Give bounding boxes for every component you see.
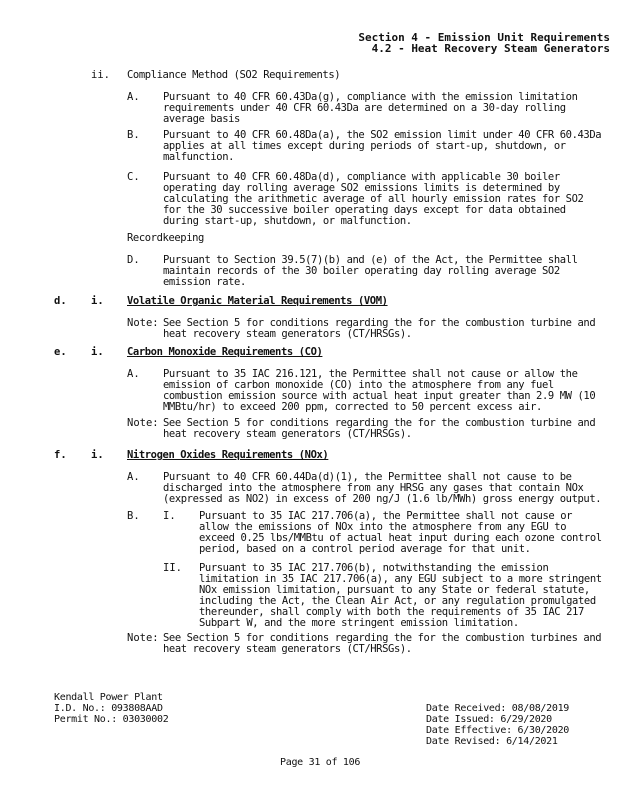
footer-date-effective: Date Effective: 6/30/2020 [426, 725, 570, 736]
nox-requirements-heading: Nitrogen Oxides Requirements (NOx) [127, 449, 329, 461]
item-label-B: B. [127, 129, 140, 141]
item-label-f-B-II: II. [163, 562, 182, 574]
section-letter-d: d. [54, 295, 67, 307]
footer-facility-id: I.D. No.: 093808AAD [54, 703, 163, 714]
compliance-paragraph-B: Pursuant to 40 CFR 60.48Da(a), the SO2 emission limit under 40 CFR 60.43Da applies at all times except during periods of start-up, shutdown, or malfunction. [163, 129, 602, 163]
section-f-number: i. [91, 449, 104, 461]
item-label-C: C. [127, 171, 140, 183]
page-number: Page 31 of 106 [280, 757, 361, 768]
header-section-title: Section 4 - Emission Unit Requirements [358, 31, 610, 44]
nox-paragraph-A: Pursuant to 40 CFR 60.44Da(d)(1), the Permittee shall not cause to be discharged into the atmosphere from any HRSG any gases that contain NOx (expressed as NO2) in excess of 200 ng/J (1.6 lb/MWh) gross energy output. [163, 471, 602, 505]
section-e-number: i. [91, 346, 104, 358]
nox-paragraph-B-I: Pursuant to 35 IAC 217.706(a), the Permittee shall not cause or allow the emissions of NOx into the atmosphere from any EGU to exceed 0.25 lbs/MMBtu of actual heat input during each ozone control period, based on a control period average for that unit. [199, 510, 602, 555]
footer-permit-number: Permit No.: 03030002 [54, 714, 169, 725]
recordkeeping-heading: Recordkeeping [127, 232, 204, 244]
co-requirements-heading: Carbon Monoxide Requirements (CO) [127, 346, 323, 358]
item-label-f-B-I: I. [163, 510, 176, 522]
note-label-d: Note: [127, 317, 159, 329]
section-d-number: i. [91, 295, 104, 307]
compliance-paragraph-C: Pursuant to 40 CFR 60.48Da(d), compliance with applicable 30 boiler operating day rolling average SO2 emissions limits is determined by calculating the arithmetic average of all hourly emission rates for SO2 for the 30 successive boiler operating days except for data obtained during start-up, shutdown, or malfunction. [163, 171, 584, 227]
note-text-e: See Section 5 for conditions regarding the for the combustion turbine and heat recovery steam generators (CT/HRSGs). [163, 417, 596, 440]
section-letter-f: f. [54, 449, 67, 461]
footer-facility-name: Kendall Power Plant [54, 692, 163, 703]
recordkeeping-paragraph-D: Pursuant to Section 39.5(7)(b) and (e) of the Act, the Permittee shall maintain records of the 30 boiler operating day rolling average SO2 emission rate. [163, 254, 578, 288]
item-label-D: D. [127, 254, 140, 266]
item-label-f-B: B. [127, 510, 140, 522]
item-label-f-A: A. [127, 471, 140, 483]
footer-date-revised: Date Revised: 6/14/2021 [426, 736, 558, 747]
header-subsection-title: 4.2 - Heat Recovery Steam Generators [371, 42, 610, 55]
note-label-e: Note: [127, 417, 159, 429]
compliance-paragraph-A: Pursuant to 40 CFR 60.43Da(g), compliance with the emission limitation requirements under 40 CFR 60.43Da are determined on a 30-day rolling average basis [163, 91, 578, 125]
page-header [358, 32, 610, 54]
note-label-f: Note: [127, 632, 159, 644]
item-label-e-A: A. [127, 368, 140, 380]
nox-paragraph-B-II: Pursuant to 35 IAC 217.706(b), notwithstanding the emission limitation in 35 IAC 217.706(a), any EGU subject to a more stringent NOx emission limitation, pursuant to any State or federal statute, including the Act, the Clean Air Act, or any regulation promulgated thereunder, shall comply with both the requirements of 35 IAC 217 Subpart W, and the more stringent emission limitation. [199, 562, 602, 629]
section-letter-e: e. [54, 346, 67, 358]
item-label-A: A. [127, 91, 140, 103]
note-text-d: See Section 5 for conditions regarding the for the combustion turbine and heat recovery steam generators (CT/HRSGs). [163, 317, 596, 340]
co-paragraph-A: Pursuant to 35 IAC 216.121, the Permittee shall not cause or allow the emission of carbon monoxide (CO) into the atmosphere from any fuel combustion emission source with actual heat input greater than 2.9 MW (10 MMBtu/hr) to exceed 200 ppm, corrected to 50 percent excess air. [163, 368, 596, 413]
footer-date-issued: Date Issued: 6/29/2020 [426, 714, 552, 725]
compliance-method-heading: Compliance Method (SO2 Requirements) [127, 69, 341, 81]
footer-date-received: Date Received: 08/08/2019 [426, 703, 570, 714]
vom-requirements-heading: Volatile Organic Material Requirements (VOM) [127, 295, 388, 307]
note-text-f: See Section 5 for conditions regarding the for the combustion turbines and heat recovery steam generators (CT/HRSGs). [163, 632, 602, 655]
item-number-ii: ii. [91, 69, 110, 81]
